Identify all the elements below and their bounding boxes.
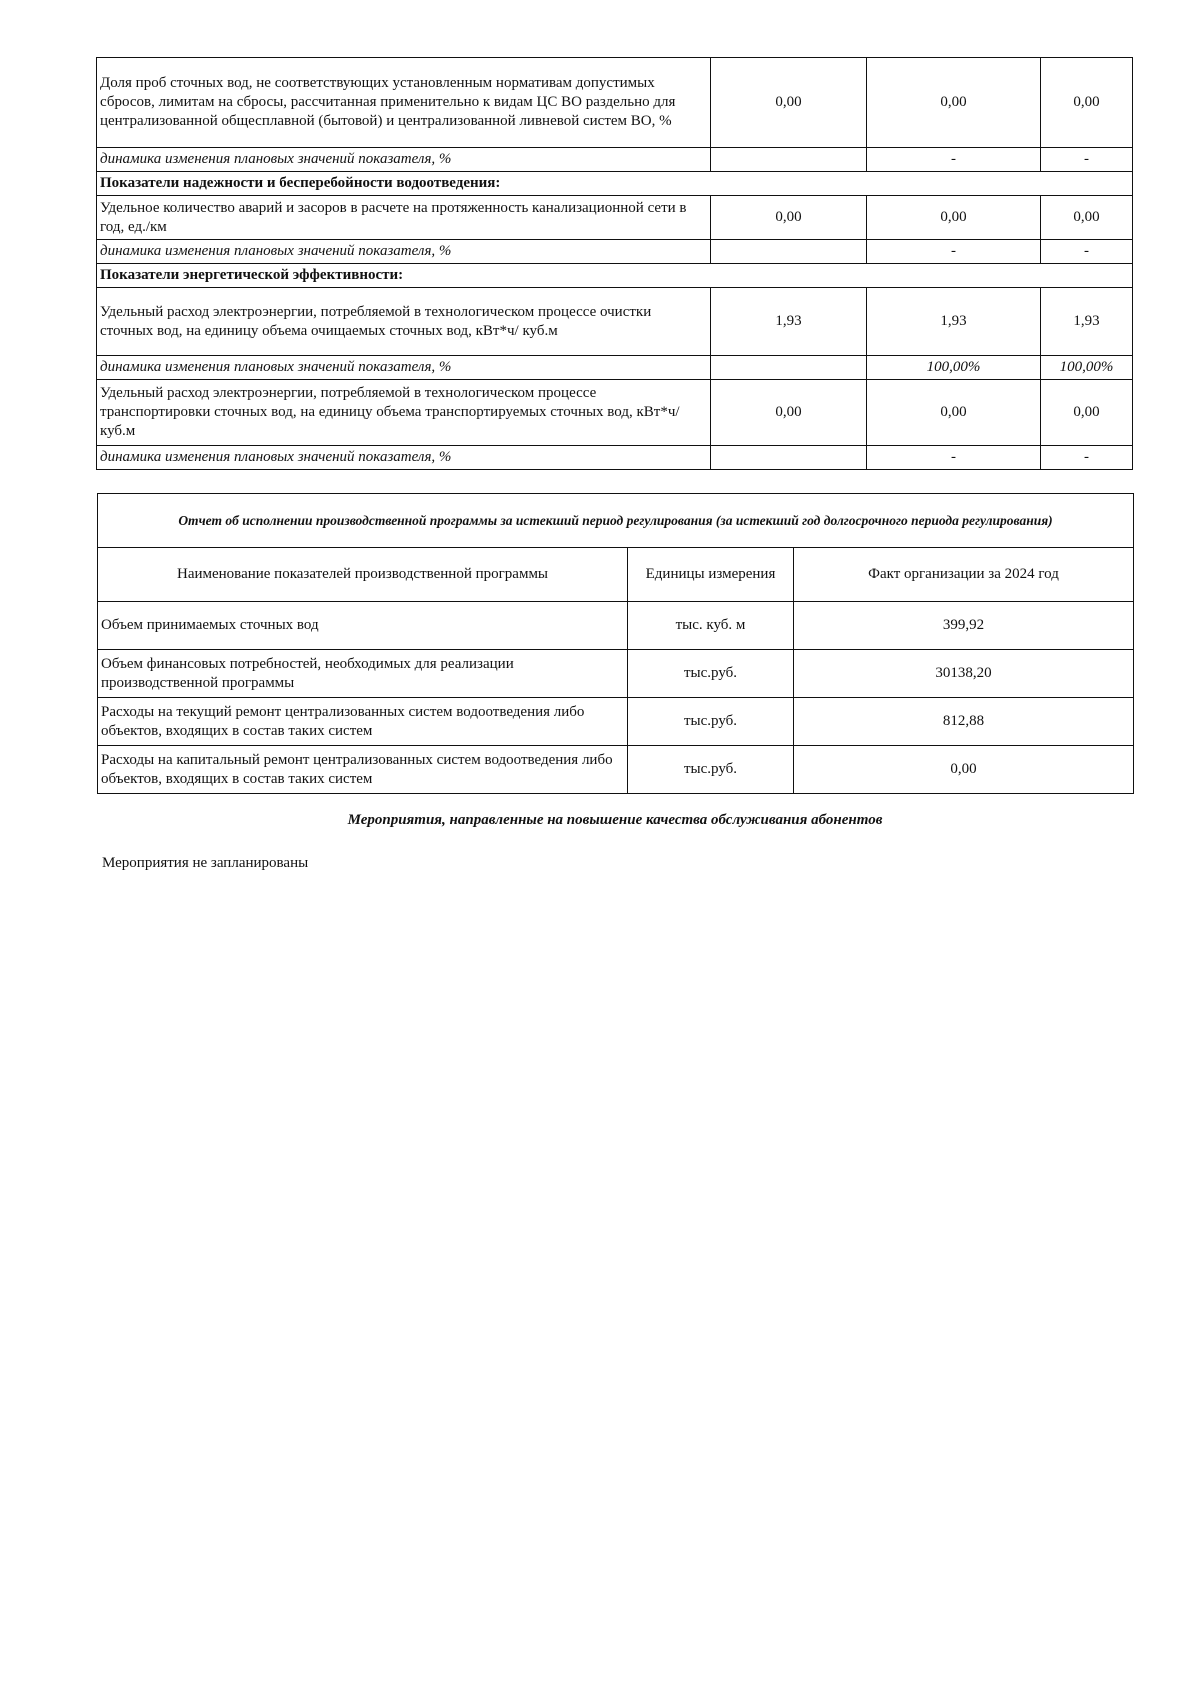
report-fact-cell: 0,00 (794, 746, 1134, 794)
dynamics-value (711, 240, 867, 264)
table-row (98, 650, 1134, 698)
indicator-value: 0,00 (711, 380, 867, 446)
report-unit-cell: тыс.руб. (628, 746, 794, 794)
dynamics-value (711, 446, 867, 470)
indicator-value: 0,00 (867, 196, 1041, 240)
report-name-cell: Расходы на текущий ремонт централизованных систем водоотведения либо объектов, входящих в состав таких систем (98, 698, 628, 746)
dynamics-value: 100,00% (867, 356, 1041, 380)
report-fact-cell: 30138,20 (794, 650, 1134, 698)
dynamics-value: 100,00% (1041, 356, 1133, 380)
dynamics-value: - (867, 240, 1041, 264)
indicator-label: Удельный расход электроэнергии, потребляемой в технологическом процессе очистки сточных вод, на единицу объема очищаемых сточных вод, кВт*ч/ куб.м (97, 288, 711, 356)
table-row (97, 196, 1133, 240)
table-row (97, 380, 1133, 446)
dynamics-value (711, 148, 867, 172)
header-row (98, 548, 1134, 602)
report-fact-cell: 812,88 (794, 698, 1134, 746)
table-row (97, 148, 1133, 172)
indicator-value: 0,00 (711, 196, 867, 240)
measures-text: Мероприятия не запланированы (102, 855, 309, 871)
indicator-value: 1,93 (1041, 288, 1133, 356)
indicator-label: Доля проб сточных вод, не соответствующих установленным нормативам допустимых сбросов, лимитам на сбросы, рассчитанная применительно к видам ЦС ВО раздельно для централизованной общесплавной (бытовой) и централизованной ливневой систем ВО, % (97, 58, 711, 148)
dynamics-value: - (1041, 240, 1133, 264)
table-row (98, 698, 1134, 746)
indicator-label: Удельный расход электроэнергии, потребляемой в технологическом процессе транспортировки сточных вод, на единицу объема транспортируемых сточных вод, кВт*ч/ куб.м (97, 380, 711, 446)
indicator-value: 1,93 (867, 288, 1041, 356)
measures-heading: Мероприятия, направленные на повышение качества обслуживания абонентов (347, 812, 883, 828)
section-title-reliability: Показатели надежности и бесперебойности водоотведения: (97, 172, 1133, 196)
table-row (97, 288, 1133, 356)
column-header-name: Наименование показателей производственной программы (98, 548, 628, 602)
section-row (97, 172, 1133, 196)
dynamics-value: - (867, 148, 1041, 172)
dynamics-value: - (1041, 148, 1133, 172)
table-row (97, 240, 1133, 264)
dynamics-value: - (1041, 446, 1133, 470)
report-name-cell: Объем принимаемых сточных вод (98, 602, 628, 650)
table-row (98, 602, 1134, 650)
dynamics-label: динамика изменения плановых значений показателя, % (97, 240, 711, 264)
report-caption: Отчет об исполнении производственной программы за истекший период регулирования (за истекший год долгосрочного периода регулирования) (98, 494, 1134, 548)
table-row (97, 58, 1133, 148)
table-row (98, 746, 1134, 794)
indicator-value: 0,00 (711, 58, 867, 148)
indicator-value: 0,00 (867, 58, 1041, 148)
column-header-unit: Единицы измерения (628, 548, 794, 602)
report-name-cell: Расходы на капитальный ремонт централизованных систем водоотведения либо объектов, входящих в состав таких систем (98, 746, 628, 794)
report-name-cell: Объем финансовых потребностей, необходимых для реализации производственной программы (98, 650, 628, 698)
section-title-energy: Показатели энергетической эффективности: (97, 264, 1133, 288)
dynamics-label: динамика изменения плановых значений показателя, % (97, 148, 711, 172)
section-row (97, 264, 1133, 288)
dynamics-label: динамика изменения плановых значений показателя, % (97, 356, 711, 380)
indicator-value: 0,00 (867, 380, 1041, 446)
dynamics-value (711, 356, 867, 380)
report-table (97, 493, 1134, 794)
dynamics-value: - (867, 446, 1041, 470)
indicator-value: 1,93 (711, 288, 867, 356)
indicator-value: 0,00 (1041, 58, 1133, 148)
indicator-label: Удельное количество аварий и засоров в расчете на протяженность канализационной сети в год, ед./км (97, 196, 711, 240)
report-fact-cell: 399,92 (794, 602, 1134, 650)
table-row (97, 446, 1133, 470)
table-row (97, 356, 1133, 380)
indicator-value: 0,00 (1041, 380, 1133, 446)
report-unit-cell: тыс.руб. (628, 698, 794, 746)
report-unit-cell: тыс. куб. м (628, 602, 794, 650)
dynamics-label: динамика изменения плановых значений показателя, % (97, 446, 711, 470)
report-unit-cell: тыс.руб. (628, 650, 794, 698)
indicator-value: 0,00 (1041, 196, 1133, 240)
caption-row (98, 494, 1134, 548)
indicators-table (96, 57, 1133, 470)
column-header-fact: Факт организации за 2024 год (794, 548, 1134, 602)
